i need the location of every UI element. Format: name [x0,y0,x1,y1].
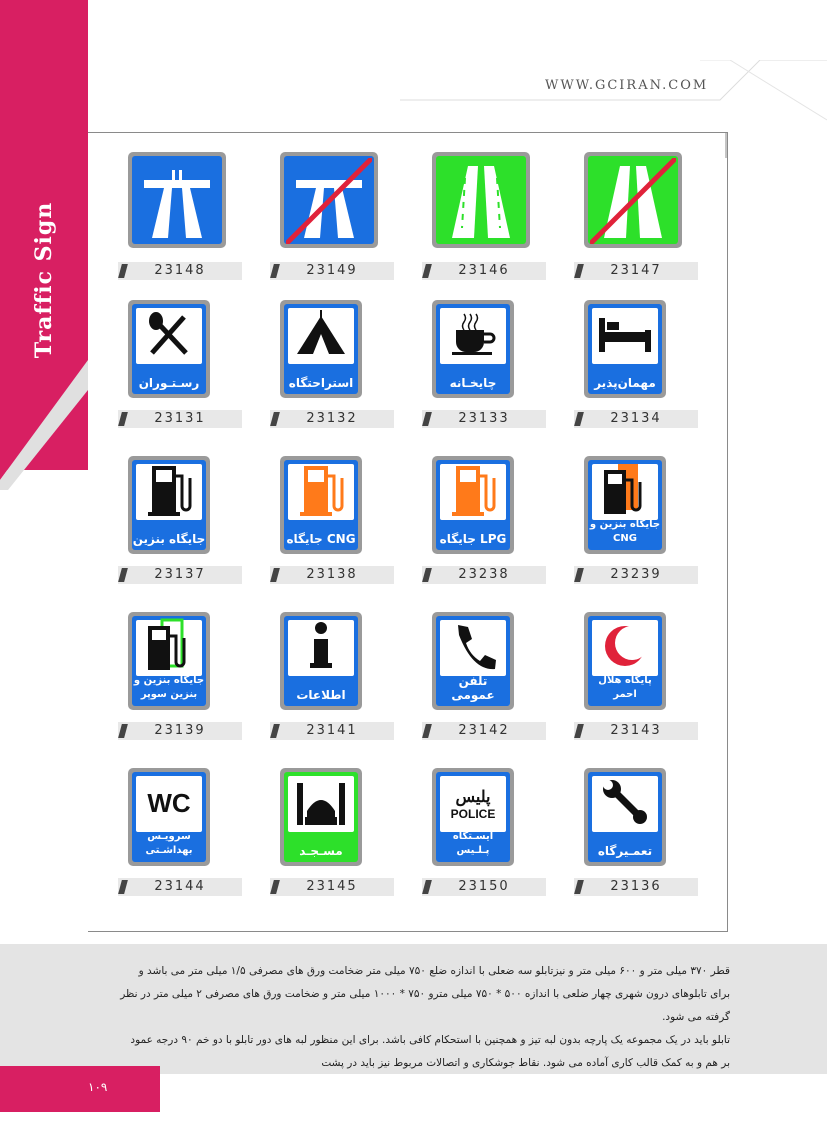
sign-code: 23132 [270,410,394,428]
sign-plate [584,456,666,554]
traffic-sign-23150 [422,768,540,908]
traffic-sign-23147 [574,152,692,292]
wc-icon: WC [147,788,191,819]
sign-label: ایسـتگاه پـلـیس [452,831,494,856]
sign-code: 23139 [118,722,242,740]
traffic-sign-23144 [118,768,236,908]
sign-code: 23137 [118,566,242,584]
sign-code: 23146 [422,262,546,280]
sign-plate [432,612,514,710]
sign-plate [584,300,666,398]
footer-paragraph-1: قطر ۳۷۰ میلی متر و ۶۰۰ میلی متر و نیزتابلو سه ضعلی با اندازه ضلع ۷۵۰ میلی متر ضخامت ورق های مصرفی ۱/۵ میلی متر می باشد و برای تابلوهای درون شهری چهار ضلعی با اندازه ۵۰۰ * ۷۵۰ میلی مترو ۷۵۰ * ۱۰۰۰ میلی متر و ضخامت ورق های مصرفی ۲ میلی متر در نظر گرفته می شود. [120,965,730,1023]
tent-icon [293,310,349,362]
expressway-end-icon [590,158,676,244]
traffic-sign-23134 [574,300,692,440]
info-icon [306,621,336,675]
sign-label: پایگاه هلال احمر [598,675,652,700]
sign-plate [432,152,530,248]
traffic-sign-23238 [422,456,540,596]
sign-label: جایگاه CNG [286,532,356,546]
bed-icon [595,312,655,360]
sign-code: 23136 [574,878,698,896]
sign-plate [280,456,362,554]
sign-plate [432,456,514,554]
sign-plate [128,768,210,866]
sign-plate [584,768,666,866]
sign-plate [128,300,210,398]
tea-cup-icon [448,310,498,362]
sign-code: 23238 [422,566,546,584]
sign-label: تعمـیرگاه [597,844,653,858]
page-number-band [0,1066,160,1112]
sign-code: 23131 [118,410,242,428]
footer-text [120,960,730,1075]
phone-icon [450,621,496,675]
sign-plate [432,300,514,398]
traffic-sign-23239 [574,456,692,596]
traffic-sign-23138 [270,456,388,596]
panel-corner [700,132,740,172]
sign-label: جایگاه LPG [439,532,507,546]
fuel-pump-icon [146,462,192,522]
fuel-pump-green-icon [144,618,194,678]
sign-code: 23142 [422,722,546,740]
sign-plate [584,152,682,248]
sign-code: 23150 [422,878,546,896]
sign-label: مهمان‌پذیر [594,376,656,390]
sign-code: 23141 [270,722,394,740]
traffic-sign-23132 [270,300,388,440]
sign-label: اطلاعات [296,688,346,702]
sign-plate [280,300,362,398]
sign-code: 23134 [574,410,698,428]
sign-plate [280,768,362,866]
sign-code: 23149 [270,262,394,280]
sign-code: 23133 [422,410,546,428]
sign-plate [432,768,514,866]
fuel-pump-orange-icon [298,462,344,522]
sign-plate [280,152,378,248]
sign-code: 23143 [574,722,698,740]
traffic-sign-23149 [270,152,388,292]
sign-plate [128,456,210,554]
traffic-sign-23141 [270,612,388,752]
footer-paragraph-2: تابلو باید در یک مجموعه یک پارچه بدون لبه تیز و همچنین با استحکام کافی باشد. برای این منظور لبه های دور تابلو با دو خم ۹۰ درجه عمود بر هم و به کمک قالب کاری آماده می شود. نقاط جوشکاری و اتصالات مربوط نیز باید در پشت [130,1034,730,1069]
traffic-sign-23146 [422,152,540,292]
sign-code: 23239 [574,566,698,584]
sign-code: 23147 [574,262,698,280]
sign-label: جایگاه بنزین و CNG [589,519,661,544]
sign-plate [128,152,226,248]
sign-label: مسـجـد [299,844,343,858]
traffic-sign-23148 [118,152,236,292]
police-icon: پلیس POLICE [450,788,496,821]
sign-code: 23144 [118,878,242,896]
traffic-sign-23137 [118,456,236,596]
mosque-icon [293,777,349,831]
sign-code: 23145 [270,878,394,896]
motorway-icon [134,158,220,244]
fuel-pump-orange-icon [450,462,496,522]
sign-label: تلفن عمومی [451,674,495,702]
sign-plate [280,612,362,710]
page-number: ۱۰۹ [88,1080,108,1094]
traffic-sign-23142 [422,612,540,752]
traffic-sign-23131 [118,300,236,440]
sign-plate [584,612,666,710]
sign-plate [128,612,210,710]
traffic-sign-23145 [270,768,388,908]
sign-label: جایگاه بنزین [132,532,206,546]
sign-label: چایخـانه [449,376,497,390]
section-title: Traffic Sign [31,201,57,359]
traffic-sign-23139 [118,612,236,752]
wrench-icon [600,777,650,831]
sign-label: سرویـس بهداشـتی [145,831,193,856]
sign-code: 23138 [270,566,394,584]
site-url: WWW.GCIRAN.COM [545,78,709,93]
traffic-sign-23136 [574,768,692,908]
motorway-end-icon [286,158,372,244]
red-crescent-icon [600,621,650,675]
fuel-pump-double-icon [600,462,650,522]
traffic-sign-23143 [574,612,692,752]
sign-label: جایگاه بنزین و بنزین سوپر [133,675,205,700]
sign-code: 23148 [118,262,242,280]
sign-label: استراحتگاه [288,376,354,390]
fork-knife-icon [144,309,194,363]
expressway-icon [438,158,524,244]
traffic-sign-23133 [422,300,540,440]
sign-label: رسـتـوران [138,376,200,390]
